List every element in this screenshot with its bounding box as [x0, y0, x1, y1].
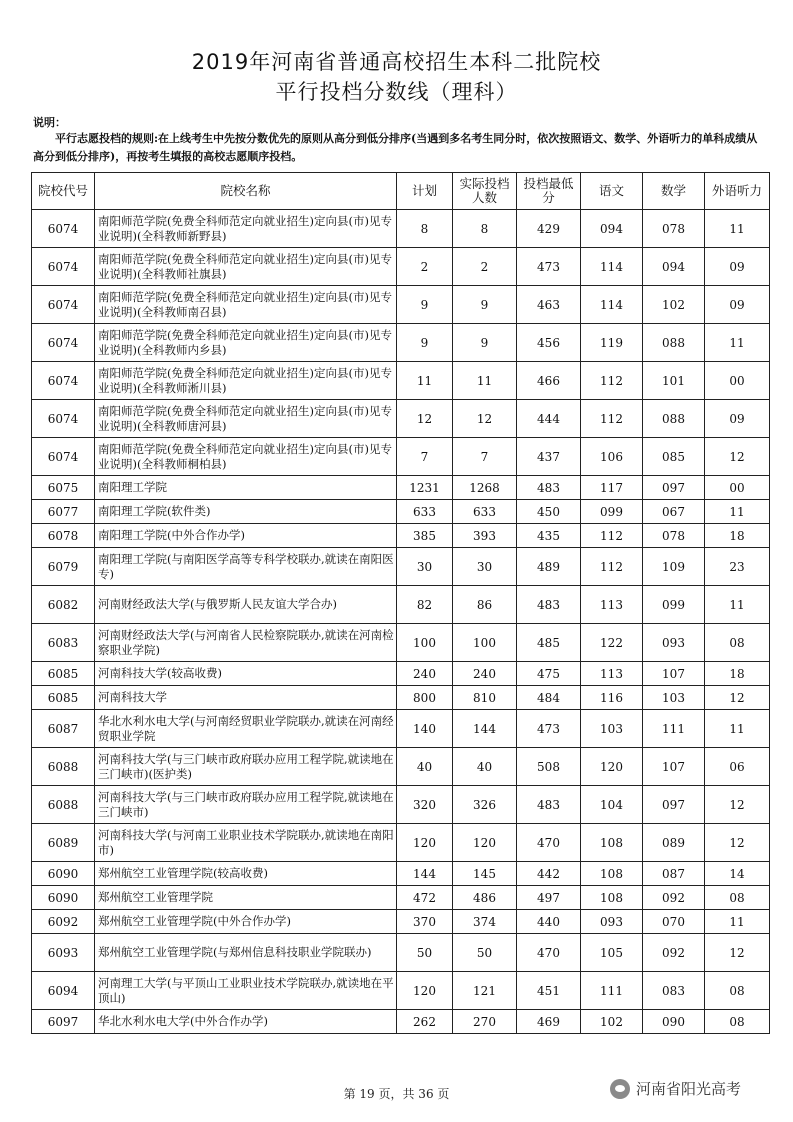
- cell-name: 河南科技大学(与三门峡市政府联办应用工程学院,就读地在三门峡市): [95, 786, 397, 824]
- cell-code: 6092: [32, 910, 95, 934]
- wechat-icon: [610, 1079, 630, 1099]
- cell-actual: 30: [453, 548, 517, 586]
- cell-plan: 82: [397, 586, 453, 624]
- cell-name: 河南科技大学: [95, 686, 397, 710]
- note-label: 说明：: [33, 116, 66, 129]
- cell-code: 6074: [32, 400, 95, 438]
- cell-chinese: 103: [581, 710, 643, 748]
- cell-code: 6094: [32, 972, 95, 1010]
- cell-chinese: 106: [581, 438, 643, 476]
- table-row: [32, 524, 770, 548]
- cell-chinese: 112: [581, 400, 643, 438]
- table-row: [32, 400, 770, 438]
- cell-listening: 18: [705, 524, 770, 548]
- cell-min-score: 429: [517, 210, 581, 248]
- table-row: [32, 624, 770, 662]
- cell-plan: 240: [397, 662, 453, 686]
- cell-plan: 12: [397, 400, 453, 438]
- table-row: [32, 910, 770, 934]
- cell-plan: 472: [397, 886, 453, 910]
- cell-name: 南阳师范学院(免费全科师范定向就业招生)定向县(市)见专业说明)(全科教师内乡县): [95, 324, 397, 362]
- cell-listening: 12: [705, 686, 770, 710]
- cell-chinese: 094: [581, 210, 643, 248]
- table-row: [32, 972, 770, 1010]
- cell-listening: 11: [705, 910, 770, 934]
- cell-listening: 08: [705, 1010, 770, 1034]
- page-number: 第 19 页，共 36 页: [343, 1087, 450, 1101]
- cell-name: 华北水利水电大学(中外合作办学): [95, 1010, 397, 1034]
- cell-chinese: 104: [581, 786, 643, 824]
- cell-listening: 12: [705, 934, 770, 972]
- cell-code: 6087: [32, 710, 95, 748]
- table-row: [32, 748, 770, 786]
- table-row: [32, 362, 770, 400]
- cell-actual: 11: [453, 362, 517, 400]
- cell-math: 094: [643, 248, 705, 286]
- cell-chinese: 112: [581, 548, 643, 586]
- table-row: [32, 286, 770, 324]
- cell-chinese: 120: [581, 748, 643, 786]
- cell-name: 郑州航空工业管理学院(较高收费): [95, 862, 397, 886]
- cell-listening: 12: [705, 438, 770, 476]
- header-chinese: 语文: [581, 173, 643, 210]
- table-row: [32, 786, 770, 824]
- header-math: 数学: [643, 173, 705, 210]
- table-row: [32, 548, 770, 586]
- cell-plan: 1231: [397, 476, 453, 500]
- cell-min-score: 483: [517, 476, 581, 500]
- cell-math: 107: [643, 662, 705, 686]
- cell-math: 088: [643, 324, 705, 362]
- cell-math: 107: [643, 748, 705, 786]
- cell-plan: 320: [397, 786, 453, 824]
- cell-code: 6074: [32, 286, 95, 324]
- cell-listening: 11: [705, 324, 770, 362]
- cell-name: 南阳师范学院(免费全科师范定向就业招生)定向县(市)见专业说明)(全科教师桐柏县): [95, 438, 397, 476]
- cell-name: 河南科技大学(与三门峡市政府联办应用工程学院,就读地在三门峡市)(医护类): [95, 748, 397, 786]
- cell-name: 南阳师范学院(免费全科师范定向就业招生)定向县(市)见专业说明)(全科教师南召县): [95, 286, 397, 324]
- cell-math: 085: [643, 438, 705, 476]
- cell-chinese: 113: [581, 586, 643, 624]
- cell-listening: 23: [705, 548, 770, 586]
- cell-min-score: 473: [517, 710, 581, 748]
- cell-min-score: 483: [517, 586, 581, 624]
- cell-actual: 2: [453, 248, 517, 286]
- cell-actual: 100: [453, 624, 517, 662]
- cell-actual: 326: [453, 786, 517, 824]
- note-text: 平行志愿投档的规则:在上线考生中先按分数优先的原则从高分到低分排序(当遇到多名考生同分时，依次按照语文、数学、外语听力的单科成绩从高分到低分排序)，再按考生填报的高校志愿顺序投档。: [33, 132, 758, 163]
- cell-name: 河南财经政法大学(与俄罗斯人民友谊大学合办): [95, 586, 397, 624]
- cell-name: 南阳师范学院(免费全科师范定向就业招生)定向县(市)见专业说明)(全科教师社旗县): [95, 248, 397, 286]
- cell-code: 6085: [32, 686, 95, 710]
- cell-listening: 09: [705, 286, 770, 324]
- cell-chinese: 108: [581, 886, 643, 910]
- cell-listening: 08: [705, 972, 770, 1010]
- cell-min-score: 451: [517, 972, 581, 1010]
- cell-plan: 385: [397, 524, 453, 548]
- cell-actual: 240: [453, 662, 517, 686]
- cell-chinese: 108: [581, 824, 643, 862]
- table-row: [32, 710, 770, 748]
- cell-code: 6077: [32, 500, 95, 524]
- cell-math: 097: [643, 476, 705, 500]
- table-row: [32, 324, 770, 362]
- cell-chinese: 112: [581, 524, 643, 548]
- score-table: [31, 172, 770, 1034]
- cell-listening: 08: [705, 886, 770, 910]
- cell-math: 089: [643, 824, 705, 862]
- cell-math: 093: [643, 624, 705, 662]
- cell-listening: 09: [705, 400, 770, 438]
- cell-code: 6079: [32, 548, 95, 586]
- header-min-score: 投档最低分: [517, 173, 581, 210]
- cell-code: 6088: [32, 786, 95, 824]
- cell-plan: 30: [397, 548, 453, 586]
- cell-plan: 40: [397, 748, 453, 786]
- table-row: [32, 934, 770, 972]
- cell-actual: 9: [453, 286, 517, 324]
- cell-code: 6083: [32, 624, 95, 662]
- cell-actual: 633: [453, 500, 517, 524]
- cell-math: 067: [643, 500, 705, 524]
- table-row: [32, 686, 770, 710]
- cell-math: 092: [643, 934, 705, 972]
- cell-min-score: 497: [517, 886, 581, 910]
- cell-actual: 144: [453, 710, 517, 748]
- header-plan: 计划: [397, 173, 453, 210]
- cell-listening: 11: [705, 500, 770, 524]
- cell-code: 6075: [32, 476, 95, 500]
- brand-name: 河南省阳光高考: [636, 1080, 742, 1098]
- cell-code: 6074: [32, 248, 95, 286]
- table-row: [32, 586, 770, 624]
- cell-min-score: 475: [517, 662, 581, 686]
- cell-actual: 145: [453, 862, 517, 886]
- cell-name: 南阳师范学院(免费全科师范定向就业招生)定向县(市)见专业说明)(全科教师新野县): [95, 210, 397, 248]
- cell-min-score: 485: [517, 624, 581, 662]
- cell-plan: 7: [397, 438, 453, 476]
- header-listening: 外语听力: [705, 173, 770, 210]
- cell-chinese: 114: [581, 248, 643, 286]
- cell-code: 6090: [32, 886, 95, 910]
- cell-plan: 50: [397, 934, 453, 972]
- cell-min-score: 484: [517, 686, 581, 710]
- header-name: 院校名称: [95, 173, 397, 210]
- cell-listening: 09: [705, 248, 770, 286]
- cell-actual: 86: [453, 586, 517, 624]
- cell-min-score: 508: [517, 748, 581, 786]
- table-row: [32, 1010, 770, 1034]
- cell-name: 华北水利水电大学(与河南经贸职业学院联办,就读在河南经贸职业学院: [95, 710, 397, 748]
- cell-actual: 7: [453, 438, 517, 476]
- table-row: [32, 886, 770, 910]
- cell-math: 097: [643, 786, 705, 824]
- cell-listening: 08: [705, 624, 770, 662]
- cell-code: 6078: [32, 524, 95, 548]
- cell-math: 111: [643, 710, 705, 748]
- cell-listening: 00: [705, 476, 770, 500]
- cell-min-score: 442: [517, 862, 581, 886]
- cell-listening: 12: [705, 824, 770, 862]
- cell-code: 6085: [32, 662, 95, 686]
- cell-name: 河南财经政法大学(与河南省人民检察院联办,就读在河南检察职业学院): [95, 624, 397, 662]
- cell-chinese: 116: [581, 686, 643, 710]
- cell-plan: 800: [397, 686, 453, 710]
- cell-math: 078: [643, 210, 705, 248]
- cell-actual: 121: [453, 972, 517, 1010]
- cell-actual: 1268: [453, 476, 517, 500]
- cell-min-score: 444: [517, 400, 581, 438]
- cell-math: 090: [643, 1010, 705, 1034]
- cell-name: 郑州航空工业管理学院: [95, 886, 397, 910]
- cell-code: 6090: [32, 862, 95, 886]
- header-actual: 实际投档人数: [453, 173, 517, 210]
- cell-code: 6088: [32, 748, 95, 786]
- cell-actual: 50: [453, 934, 517, 972]
- cell-plan: 140: [397, 710, 453, 748]
- cell-actual: 120: [453, 824, 517, 862]
- cell-plan: 9: [397, 324, 453, 362]
- table-row: [32, 438, 770, 476]
- table-row: [32, 824, 770, 862]
- cell-name: 南阳理工学院: [95, 476, 397, 500]
- cell-min-score: 450: [517, 500, 581, 524]
- cell-math: 078: [643, 524, 705, 548]
- page-title-line2: 平行投档分数线（理科）: [275, 80, 518, 104]
- cell-listening: 14: [705, 862, 770, 886]
- cell-listening: 18: [705, 662, 770, 686]
- cell-plan: 9: [397, 286, 453, 324]
- cell-chinese: 111: [581, 972, 643, 1010]
- cell-name: 郑州航空工业管理学院(中外合作办学): [95, 910, 397, 934]
- header-code: 院校代号: [32, 173, 95, 210]
- cell-min-score: 435: [517, 524, 581, 548]
- cell-name: 河南理工大学(与平顶山工业职业技术学院联办,就读地在平顶山): [95, 972, 397, 1010]
- cell-name: 郑州航空工业管理学院(与郑州信息科技职业学院联办): [95, 934, 397, 972]
- cell-min-score: 470: [517, 934, 581, 972]
- cell-chinese: 093: [581, 910, 643, 934]
- cell-min-score: 473: [517, 248, 581, 286]
- cell-code: 6093: [32, 934, 95, 972]
- cell-code: 6074: [32, 210, 95, 248]
- cell-math: 109: [643, 548, 705, 586]
- cell-listening: 06: [705, 748, 770, 786]
- table-row: [32, 862, 770, 886]
- cell-code: 6074: [32, 438, 95, 476]
- cell-actual: 810: [453, 686, 517, 710]
- cell-chinese: 108: [581, 862, 643, 886]
- cell-plan: 370: [397, 910, 453, 934]
- cell-chinese: 099: [581, 500, 643, 524]
- cell-min-score: 489: [517, 548, 581, 586]
- cell-name: 南阳理工学院(软件类): [95, 500, 397, 524]
- cell-listening: 00: [705, 362, 770, 400]
- cell-chinese: 112: [581, 362, 643, 400]
- cell-plan: 144: [397, 862, 453, 886]
- cell-name: 南阳师范学院(免费全科师范定向就业招生)定向县(市)见专业说明)(全科教师唐河县): [95, 400, 397, 438]
- cell-math: 103: [643, 686, 705, 710]
- brand-watermark: [610, 1078, 741, 1099]
- cell-plan: 120: [397, 824, 453, 862]
- table-row: [32, 248, 770, 286]
- cell-chinese: 105: [581, 934, 643, 972]
- page-title-line1: 2019年河南省普通高校招生本科二批院校: [191, 50, 602, 74]
- cell-chinese: 122: [581, 624, 643, 662]
- cell-chinese: 114: [581, 286, 643, 324]
- table-header-row: [32, 173, 770, 210]
- cell-math: 088: [643, 400, 705, 438]
- cell-listening: 11: [705, 710, 770, 748]
- cell-listening: 11: [705, 210, 770, 248]
- table-row: [32, 662, 770, 686]
- cell-plan: 100: [397, 624, 453, 662]
- cell-name: 南阳师范学院(免费全科师范定向就业招生)定向县(市)见专业说明)(全科教师淅川县): [95, 362, 397, 400]
- cell-math: 070: [643, 910, 705, 934]
- cell-actual: 12: [453, 400, 517, 438]
- cell-min-score: 437: [517, 438, 581, 476]
- cell-actual: 9: [453, 324, 517, 362]
- cell-min-score: 470: [517, 824, 581, 862]
- cell-actual: 40: [453, 748, 517, 786]
- cell-actual: 486: [453, 886, 517, 910]
- cell-chinese: 102: [581, 1010, 643, 1034]
- cell-plan: 2: [397, 248, 453, 286]
- cell-listening: 11: [705, 586, 770, 624]
- cell-actual: 374: [453, 910, 517, 934]
- cell-min-score: 463: [517, 286, 581, 324]
- cell-actual: 393: [453, 524, 517, 548]
- cell-math: 101: [643, 362, 705, 400]
- cell-plan: 120: [397, 972, 453, 1010]
- cell-name: 河南科技大学(较高收费): [95, 662, 397, 686]
- table-row: [32, 210, 770, 248]
- cell-min-score: 440: [517, 910, 581, 934]
- table-row: [32, 500, 770, 524]
- cell-plan: 262: [397, 1010, 453, 1034]
- cell-plan: 8: [397, 210, 453, 248]
- cell-code: 6074: [32, 324, 95, 362]
- cell-actual: 8: [453, 210, 517, 248]
- cell-actual: 270: [453, 1010, 517, 1034]
- cell-plan: 633: [397, 500, 453, 524]
- cell-math: 099: [643, 586, 705, 624]
- cell-min-score: 483: [517, 786, 581, 824]
- cell-min-score: 469: [517, 1010, 581, 1034]
- cell-code: 6074: [32, 362, 95, 400]
- cell-chinese: 117: [581, 476, 643, 500]
- cell-chinese: 113: [581, 662, 643, 686]
- cell-min-score: 456: [517, 324, 581, 362]
- cell-plan: 11: [397, 362, 453, 400]
- cell-math: 083: [643, 972, 705, 1010]
- cell-min-score: 466: [517, 362, 581, 400]
- cell-name: 南阳理工学院(中外合作办学): [95, 524, 397, 548]
- cell-code: 6097: [32, 1010, 95, 1034]
- cell-code: 6089: [32, 824, 95, 862]
- cell-name: 南阳理工学院(与南阳医学高等专科学校联办,就读在南阳医专): [95, 548, 397, 586]
- cell-math: 102: [643, 286, 705, 324]
- cell-math: 087: [643, 862, 705, 886]
- cell-math: 092: [643, 886, 705, 910]
- cell-chinese: 119: [581, 324, 643, 362]
- cell-name: 河南科技大学(与河南工业职业技术学院联办,就读地在南阳市): [95, 824, 397, 862]
- table-row: [32, 476, 770, 500]
- cell-listening: 12: [705, 786, 770, 824]
- cell-code: 6082: [32, 586, 95, 624]
